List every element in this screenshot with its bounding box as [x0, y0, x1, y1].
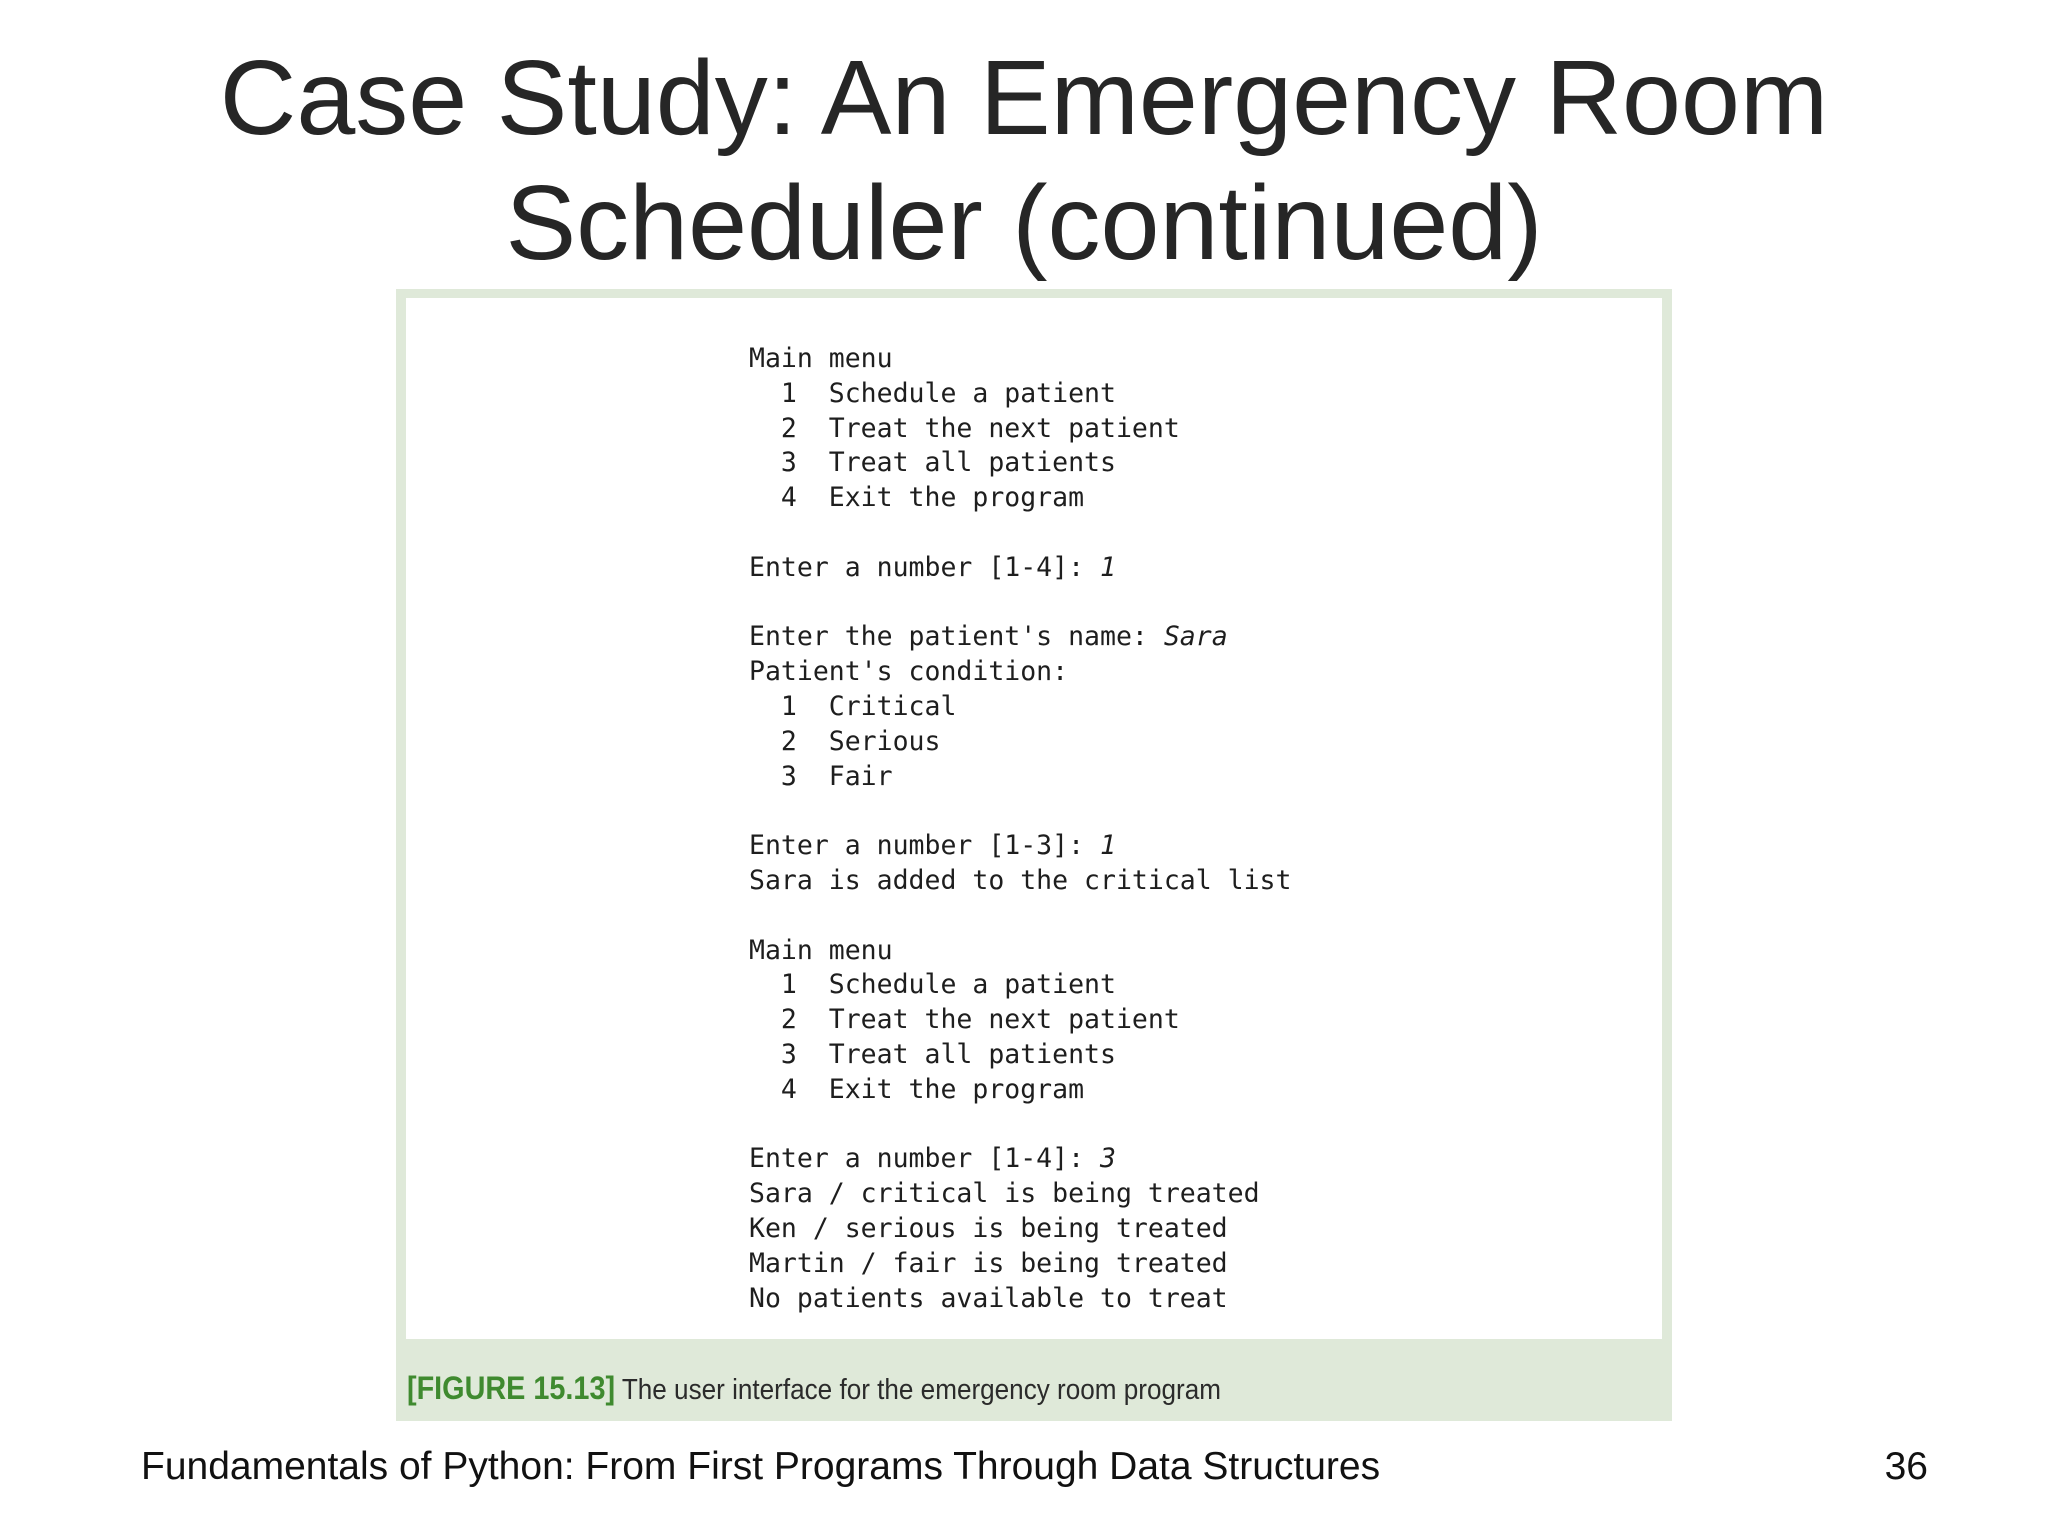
terminal-line: [749, 481, 1291, 516]
terminal-line: [749, 620, 1291, 655]
terminal-line: [749, 1038, 1291, 1073]
terminal-line: [749, 586, 1291, 621]
terminal-line: [749, 725, 1291, 760]
terminal-line: [749, 1142, 1291, 1177]
terminal-line-text: Enter a number [1-4]:: [749, 1143, 1100, 1175]
terminal-user-input: 3: [1100, 1143, 1116, 1175]
terminal-line: [749, 1177, 1291, 1212]
terminal-line-text: Main menu: [749, 343, 893, 374]
terminal-line-text: 2 Treat the next patient: [749, 412, 1180, 444]
figure-label: [FIGURE 15.13]: [407, 1370, 616, 1406]
terminal-line: [749, 516, 1291, 551]
terminal-line: [749, 446, 1291, 481]
terminal-text: [749, 342, 1291, 1316]
figure-caption-text: The user interface for the emergency room program: [615, 1374, 1221, 1406]
terminal-line: [749, 690, 1291, 725]
terminal-line: [749, 934, 1291, 969]
terminal-line: [749, 864, 1291, 899]
terminal-line: [749, 342, 1291, 377]
terminal-line-text: Sara is added to the critical list: [749, 864, 1292, 896]
terminal-line-text: Patient's condition:: [749, 656, 1069, 688]
terminal-line-text: 3 Treat all patients: [749, 1038, 1116, 1070]
terminal-line-text: Ken / serious is being treated: [749, 1212, 1228, 1244]
terminal-line: [749, 1108, 1291, 1143]
terminal-line-text: 4 Exit the program: [749, 1073, 1085, 1105]
figure-panel: [396, 289, 1672, 1421]
terminal-line-text: 3 Fair: [749, 760, 893, 792]
terminal-line-text: Enter the patient's name:: [749, 621, 1164, 653]
terminal-line-text: 2 Treat the next patient: [749, 1004, 1180, 1036]
terminal-line: [749, 551, 1291, 586]
terminal-line-text: 1 Schedule a patient: [749, 377, 1116, 409]
terminal-line: [749, 1003, 1291, 1038]
slide-title: [0, 36, 2048, 286]
figure-caption: [407, 1370, 1221, 1408]
terminal-line: [749, 899, 1291, 934]
terminal-line: [749, 794, 1291, 829]
terminal-line: [749, 377, 1291, 412]
slide-title-line-1: Case Study: An Emergency Room: [219, 39, 1829, 157]
footer-book-title: Fundamentals of Python: From First Programs Through Data Structures: [141, 1445, 1381, 1488]
terminal-line-text: 2 Serious: [749, 725, 941, 757]
slide-number: 36: [1884, 1445, 1928, 1488]
terminal-line-text: 1 Schedule a patient: [749, 969, 1116, 1001]
terminal-line-text: 3 Treat all patients: [749, 447, 1116, 479]
terminal-user-input: 1: [1100, 830, 1116, 862]
slide-title-line-2: Scheduler (continued): [505, 164, 1543, 282]
terminal-line-text: 4 Exit the program: [749, 482, 1085, 514]
terminal-line-text: Enter a number [1-4]:: [749, 551, 1100, 583]
terminal-user-input: 1: [1100, 551, 1116, 583]
terminal-line: [749, 412, 1291, 447]
terminal-user-input: Sara: [1163, 621, 1228, 653]
terminal-line-text: Main menu: [749, 934, 893, 966]
terminal-line-text: Martin / fair is being treated: [749, 1247, 1228, 1279]
terminal-line: [749, 760, 1291, 795]
terminal-line: [749, 655, 1291, 690]
terminal-line: [749, 1212, 1291, 1247]
terminal-line: [749, 1247, 1291, 1282]
terminal-line: [749, 1073, 1291, 1108]
terminal-line: [749, 1282, 1291, 1317]
terminal-line-text: Sara / critical is being treated: [749, 1178, 1260, 1210]
terminal-line-text: 1 Critical: [749, 690, 957, 722]
terminal-line-text: No patients available to treat: [749, 1282, 1228, 1314]
terminal-output: [406, 298, 1662, 1339]
terminal-line: [749, 829, 1291, 864]
terminal-line-text: Enter a number [1-3]:: [749, 830, 1100, 862]
terminal-line: [749, 968, 1291, 1003]
